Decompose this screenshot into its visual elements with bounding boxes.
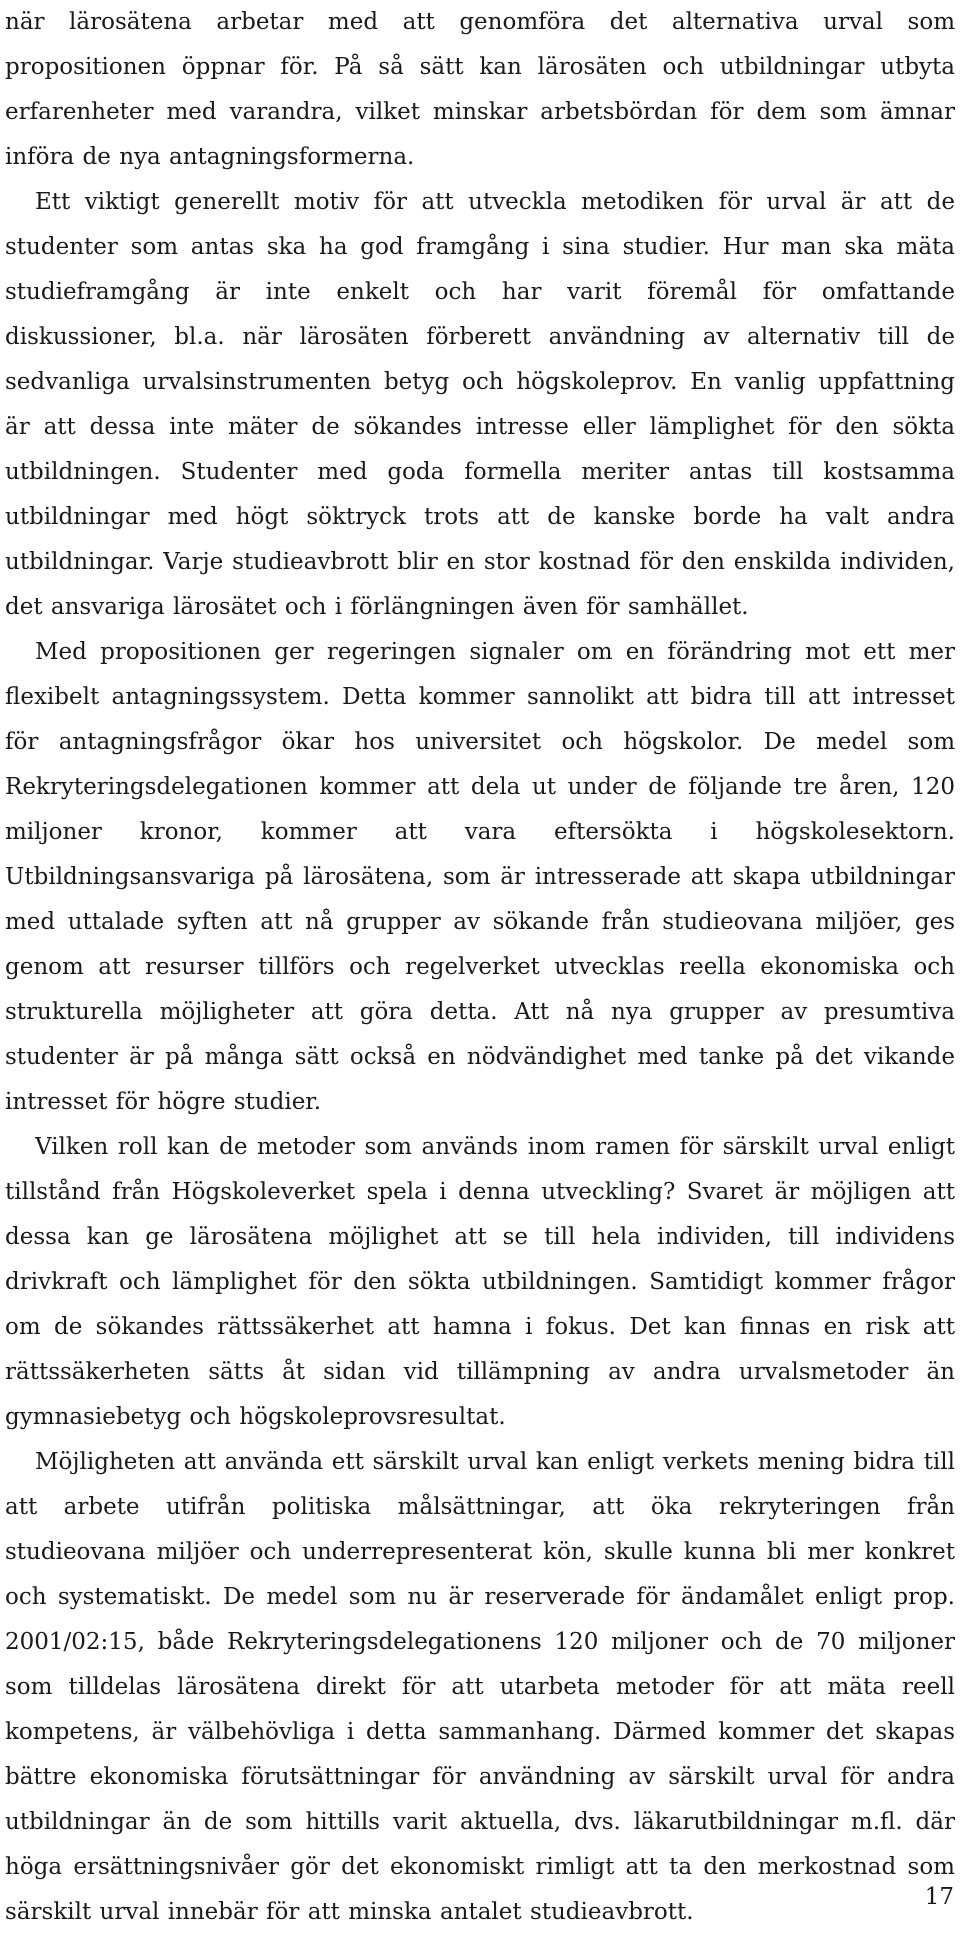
- body-text: [5, 0, 955, 1935]
- paragraph-role-of-methods: Vilken roll kan de metoder som används inom ramen för särskilt urval enligt tillstånd från Högskoleverket spela i denna utveckling? Svaret är möjligen att dessa kan ge lärosätena möjlighet att se till hela individen, till individens drivkraft och lämplighet för den sökta utbildningen. Samtidigt kommer frågor om de sökandes rättssäkerhet att hamna i fokus. Det kan finnas en risk att rättssäkerheten sätts åt sidan vid tillämpning av andra urvalsmetoder än gymnasiebetyg och högskoleprovsresultat.: [5, 1134, 955, 1430]
- paragraph-continuation: när lärosätena arbetar med att genomföra det alternativa urval som propositionen öppnar för. På så sätt kan lärosäten och utbildningar utbyta erfarenheter med varandra, vilket minskar arbetsbördan för dem som ämnar införa de nya antagningsformerna.: [5, 9, 955, 170]
- paragraph-study-success: Ett viktigt generellt motiv för att utveckla metodiken för urval är att de studenter som antas ska ha god framgång i sina studier. Hur man ska mäta studieframgång är inte enkelt och har varit föremål för omfattande diskussioner, bl.a. när lärosäten förberett användning av alternativ till de sedvanliga urvalsinstrumenten betyg och högskoleprov. En vanlig uppfattning är att dessa inte mäter de sökandes intresse eller lämplighet för den sökta utbildningen. Studenter med goda formella meriter antas till kostsamma utbildningar med högt söktryck trots att de kanske borde ha valt andra utbildningar. Varje studieavbrott blir en stor kostnad för den enskilda individen, det ansvariga lärosätet och i förlängningen även för samhället.: [5, 189, 955, 620]
- page-number: 17: [924, 1884, 954, 1910]
- paragraph-special-selection: Möjligheten att använda ett särskilt urval kan enligt verkets mening bidra till att arbete utifrån politiska målsättningar, att öka rekryteringen från studieovana miljöer och underrepresenterat kön, skulle kunna bli mer konkret och systematiskt. De medel som nu är reserverade för ändamålet enligt prop. 2001/02:15, både Rekryteringsdelegationens 120 miljoner och de 70 miljoner som tilldelas lärosätena direkt för att utarbeta metoder för att mäta reell kompetens, är välbehövliga i detta sammanhang. Därmed kommer det skapas bättre ekonomiska förutsättningar för användning av särskilt urval för andra utbildningar än de som hittills varit aktuella, dvs. läkarutbildningar m.fl. där höga ersättningsnivåer gör det ekonomiskt rimligt att ta den merkostnad som särskilt urval innebär för att minska antalet studieavbrott.: [5, 1449, 955, 1925]
- paragraph-proposition: Med propositionen ger regeringen signaler om en förändring mot ett mer flexibelt antagningssystem. Detta kommer sannolikt att bidra till att intresset för antagningsfrågor ökar hos universitet och högskolor. De medel som Rekryteringsdelegationen kommer att dela ut under de följande tre åren, 120 miljoner kronor, kommer att vara eftersökta i högskolesektorn. Utbildningsansvariga på lärosätena, som är intresserade att skapa utbildningar med uttalade syften att nå grupper av sökande från studieovana miljöer, ges genom att resurser tillförs och regelverket utvecklas reella ekonomiska och strukturella möjligheter att göra detta. Att nå nya grupper av presumtiva studenter är på många sätt också en nödvändighet med tanke på det vikande intresset för högre studier.: [5, 639, 955, 1115]
